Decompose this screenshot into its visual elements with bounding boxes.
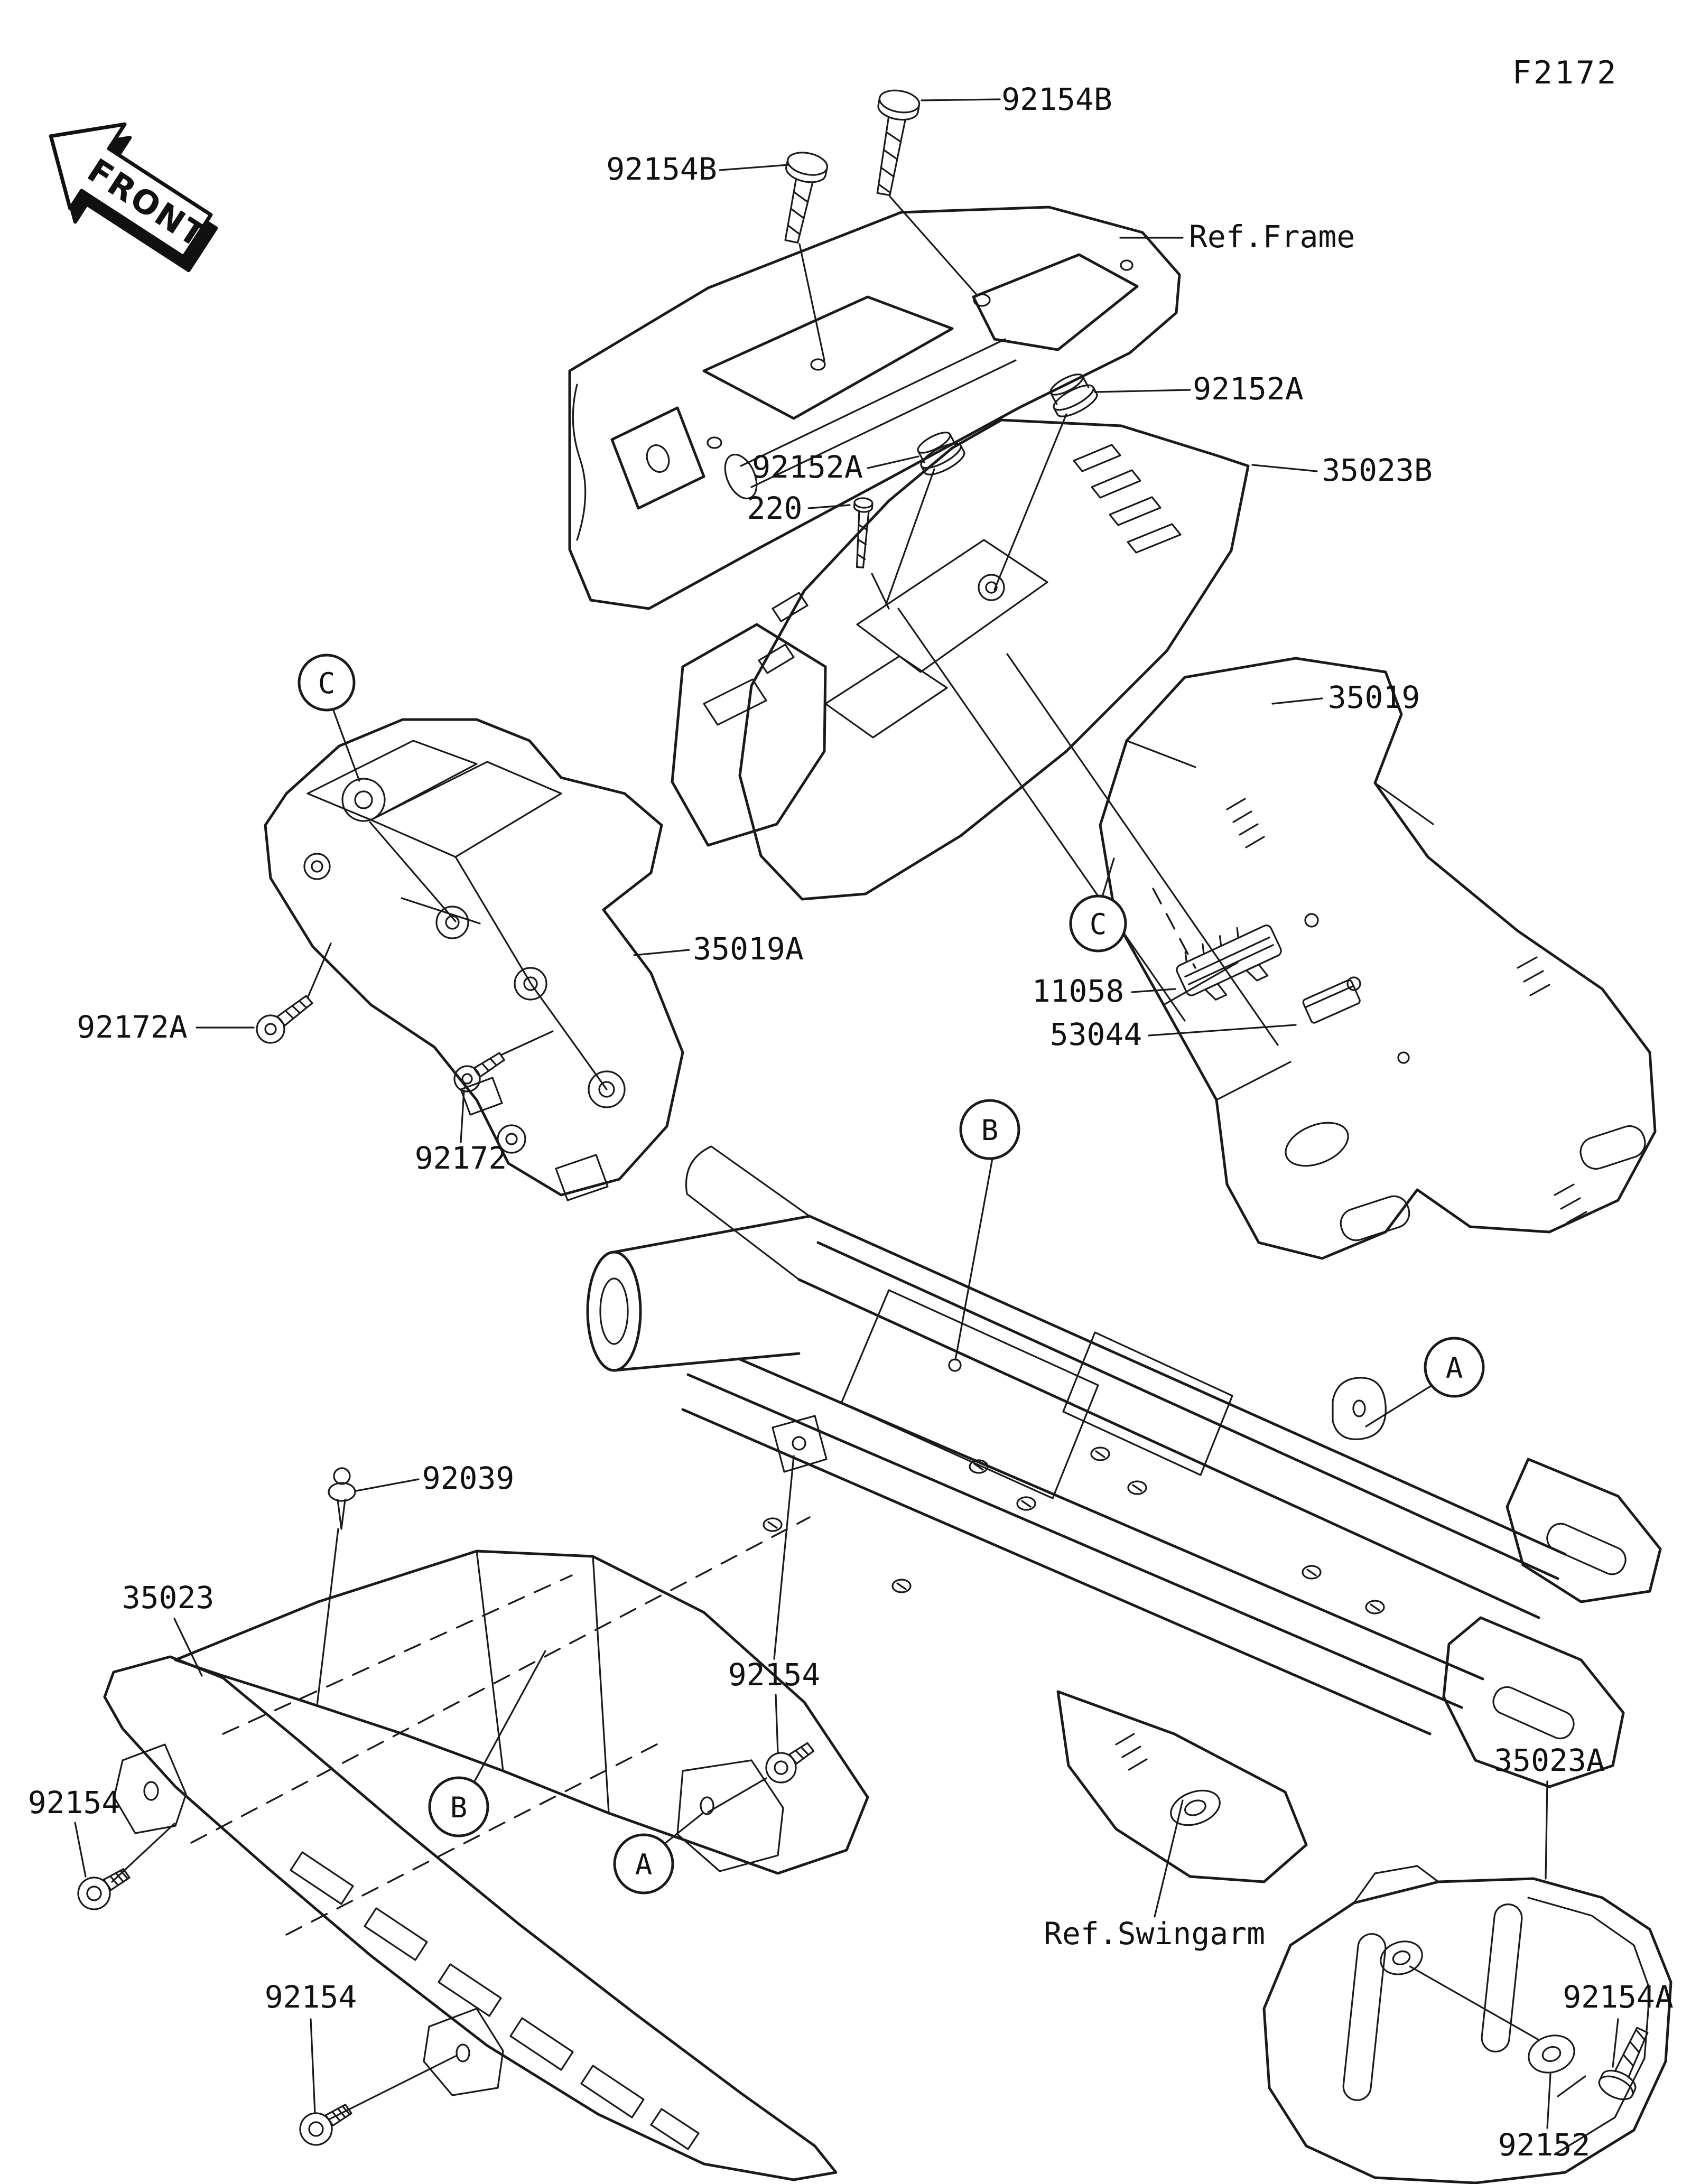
label-92152: 92152 <box>1498 2127 1591 2163</box>
frame-inner-opening <box>704 297 952 418</box>
figure-code: F2172 <box>1512 54 1619 91</box>
fender-35023-band <box>105 1657 836 2180</box>
bracket-35019a-feet <box>461 1078 608 1200</box>
label-35023a: 35023A <box>1494 1742 1605 1778</box>
leader-92152 <box>1547 2074 1550 2128</box>
part-35019a-fender-bracket <box>265 720 683 1200</box>
label-35023: 35023 <box>122 1580 215 1616</box>
fender-35023b-opening-2 <box>825 656 947 738</box>
leader-220-target <box>872 574 889 609</box>
label-220: 220 <box>747 490 803 526</box>
label-92152a-right: 92152A <box>1193 371 1304 407</box>
leader-92154-bottom-target <box>329 2056 456 2120</box>
label-ref-frame: Ref.Frame <box>1189 219 1355 255</box>
label-35019a: 35019A <box>693 931 804 967</box>
screw-icon-220 <box>850 498 873 568</box>
leader-92154-mid-up <box>774 1456 794 1659</box>
label-92154-bottom: 92154 <box>264 1979 357 2015</box>
part-labels <box>28 81 1674 2163</box>
leader-92152a-right-target <box>995 414 1066 590</box>
marker-b-bottom-label: B <box>450 1791 468 1824</box>
front-direction-arrow <box>19 94 237 288</box>
bracket-boss-5-hole <box>506 1134 517 1144</box>
fender-35023-hidden-edge-3 <box>223 1575 572 1734</box>
leader-92039 <box>356 1479 419 1491</box>
leader-35023 <box>174 1619 202 1676</box>
part-35023a-chain-guard <box>1264 1866 1671 2183</box>
swingarm-pivot-tube <box>614 1216 810 1370</box>
label-92172: 92172 <box>414 1140 507 1176</box>
fender-35019-spring-hatch-2 <box>1518 957 1549 995</box>
fender-35023-hidden-edge-2 <box>286 1739 667 1935</box>
leader-92154b-top <box>922 99 1000 100</box>
bracket-35019a-plates <box>308 741 561 857</box>
pad-icon-53044 <box>1302 979 1361 1024</box>
grommet-icon-92152a-right <box>1044 369 1100 421</box>
swingarm-tab-a <box>1333 1378 1386 1439</box>
leader-92172 <box>461 1090 464 1142</box>
leader-lines <box>75 99 1618 2128</box>
guard-35023a-grommet-hole-inner <box>1391 1949 1411 1967</box>
fender-35023b-louvers <box>1074 445 1181 553</box>
swingarm-far-beam-cap <box>686 1146 810 1280</box>
screw-icon-92172a <box>251 987 317 1049</box>
leader-92152a-left-target <box>886 469 934 605</box>
leader-marker-c-left <box>333 709 359 781</box>
fender-35019-spring-hatch-1 <box>1227 799 1264 847</box>
front-arrow-label: FRONT <box>80 151 213 256</box>
label-92172a: 92172A <box>77 1009 188 1045</box>
label-35019: 35019 <box>1327 679 1420 715</box>
guard-35023a-inner-edge <box>1528 1898 1650 2154</box>
leader-92152a-right <box>1095 390 1190 392</box>
washer-icon-92152 <box>1524 2030 1579 2078</box>
leader-92154a <box>1613 2019 1618 2067</box>
swingarm-hole-b <box>949 1359 961 1371</box>
swingarm-slider-hatch <box>1116 1734 1147 1770</box>
leader-92154-mid-target <box>708 1778 766 1812</box>
grommet-icon-92152a-left <box>912 427 968 479</box>
swingarm-adjuster-slot-lower <box>1489 1683 1577 1743</box>
leader-92154-left <box>75 1823 86 1877</box>
leader-35019 <box>1272 698 1322 704</box>
bracket-boss-6 <box>304 854 330 879</box>
swingarm-left-tab-hole <box>793 1437 805 1450</box>
leader-92154a-target <box>1558 2076 1585 2096</box>
frame-grab-rail <box>973 255 1137 350</box>
fender-35023-left-tab-hole <box>144 1782 158 1800</box>
frame-hole-2 <box>811 359 825 370</box>
leader-ref-swingarm <box>1155 1800 1183 1917</box>
guard-35023a-outline <box>1264 1879 1671 2183</box>
stack-alignment-line-1 <box>898 609 1185 1021</box>
marker-a-bottom-label: A <box>635 1848 653 1881</box>
fender-35023b-boss <box>979 575 1004 600</box>
leader-35019a <box>634 950 689 955</box>
bolt-icon-92154b-left <box>772 150 830 246</box>
fender-35023-bottom-tab <box>424 2009 503 2095</box>
leader-220 <box>809 505 850 508</box>
leader-marker-b-bottom <box>475 1651 545 1781</box>
label-92154a: 92154A <box>1563 1979 1674 2015</box>
frame-hole-4 <box>1121 260 1132 270</box>
swingarm-pivot-bore <box>600 1278 628 1344</box>
fender-35019-hole-3 <box>1398 1052 1409 1063</box>
fender-35023-fan <box>175 1551 868 1873</box>
swingarm-chain-slider <box>1058 1692 1306 1882</box>
bracket-boss-c <box>342 779 385 821</box>
label-53044: 53044 <box>1049 1016 1142 1052</box>
damper-icon-11058 <box>1171 915 1288 1010</box>
swingarm-tab-a-hole <box>1353 1401 1365 1416</box>
label-ref-swingarm: Ref.Swingarm <box>1044 1916 1266 1952</box>
bolt-icon-92154-left <box>72 1859 134 1916</box>
leader-53044 <box>1149 1025 1296 1035</box>
bolt-icon-92154-mid <box>760 1734 819 1788</box>
fender-35019-inner-lines <box>1127 741 1433 1100</box>
swingarm-pivot-tube-end <box>588 1252 640 1370</box>
marker-a-top-label: A <box>1445 1351 1463 1385</box>
swingarm-inner-bracket <box>1063 1332 1232 1475</box>
bolt-icon-92154-bottom <box>294 2094 356 2151</box>
bracket-35019a-outline <box>265 720 683 1195</box>
label-35023b: 35023B <box>1322 452 1433 488</box>
leader-92152-target <box>1410 1966 1538 2039</box>
leader-92154-bottom <box>311 2019 315 2113</box>
label-92154-mid: 92154 <box>728 1657 821 1693</box>
bracket-boss-6-hole <box>312 861 322 872</box>
bracket-35019a-ribs <box>370 822 607 1089</box>
swingarm-bolt-heads <box>764 1448 1384 1613</box>
frame-outline <box>570 207 1179 609</box>
bracket-boss-2 <box>436 907 468 938</box>
part-35023-fender-front <box>105 1517 868 2180</box>
label-92154b-top: 92154B <box>1001 81 1112 117</box>
swingarm-axle-block-upper <box>1507 1459 1660 1602</box>
marker-b-top-label: B <box>981 1114 999 1147</box>
leader-92154-mid-down <box>776 1695 778 1753</box>
leader-35023b <box>1252 465 1317 471</box>
leader-marker-a-top <box>1366 1385 1432 1426</box>
fender-35023-bracket <box>677 1760 783 1871</box>
label-92154b-left: 92154B <box>606 151 717 187</box>
fender-35023-bottom-tab-hole <box>457 2045 469 2061</box>
bracket-boss-c-hole <box>355 791 372 808</box>
section-markers <box>299 655 1483 1893</box>
rivet-icon-92039 <box>329 1468 355 1529</box>
label-92154-left: 92154 <box>27 1785 120 1821</box>
fender-35023-hidden-edge-1 <box>191 1517 810 1843</box>
fender-35019-outline <box>1100 658 1655 1258</box>
screw-icon-92172 <box>450 1045 508 1097</box>
label-92152a-left: 92152A <box>752 449 863 485</box>
leader-92039-target <box>317 1529 338 1705</box>
part-ref-frame <box>570 207 1179 609</box>
fender-35019-hole-1 <box>1305 914 1318 927</box>
leader-92172-target <box>501 1031 553 1055</box>
marker-c-left-label: C <box>318 667 336 700</box>
fender-35023b-flap-slot <box>704 679 766 725</box>
leader-92154b-left-target <box>800 244 824 360</box>
bolt-icon-92154b-top <box>863 88 921 198</box>
frame-mount-plate <box>612 408 704 508</box>
leader-35023a <box>1546 1781 1547 1879</box>
fender-35023-bracket-hole <box>701 1797 713 1814</box>
swingarm-far-beam <box>799 1216 1565 1618</box>
marker-c-right-label: C <box>1089 908 1107 941</box>
fender-35019-hidden-edge <box>1153 889 1195 968</box>
label-92039: 92039 <box>422 1460 515 1496</box>
frame-hole-3 <box>708 437 721 448</box>
frame-plate-hole <box>643 442 672 475</box>
fender-35019-oval-opening <box>1279 1114 1354 1174</box>
fasteners <box>72 88 1659 2151</box>
frame-break-line <box>573 385 585 540</box>
swingarm-slider-boss-hole <box>1183 1798 1207 1818</box>
guard-35023a-slot-2 <box>1481 1903 1523 2053</box>
swingarm-slider-boss <box>1166 1784 1225 1831</box>
label-11058: 11058 <box>1032 973 1125 1009</box>
swingarm-left-tab <box>773 1416 826 1472</box>
leader-92154b-left <box>720 165 788 170</box>
part-35019-fender-rear <box>1100 658 1655 1258</box>
